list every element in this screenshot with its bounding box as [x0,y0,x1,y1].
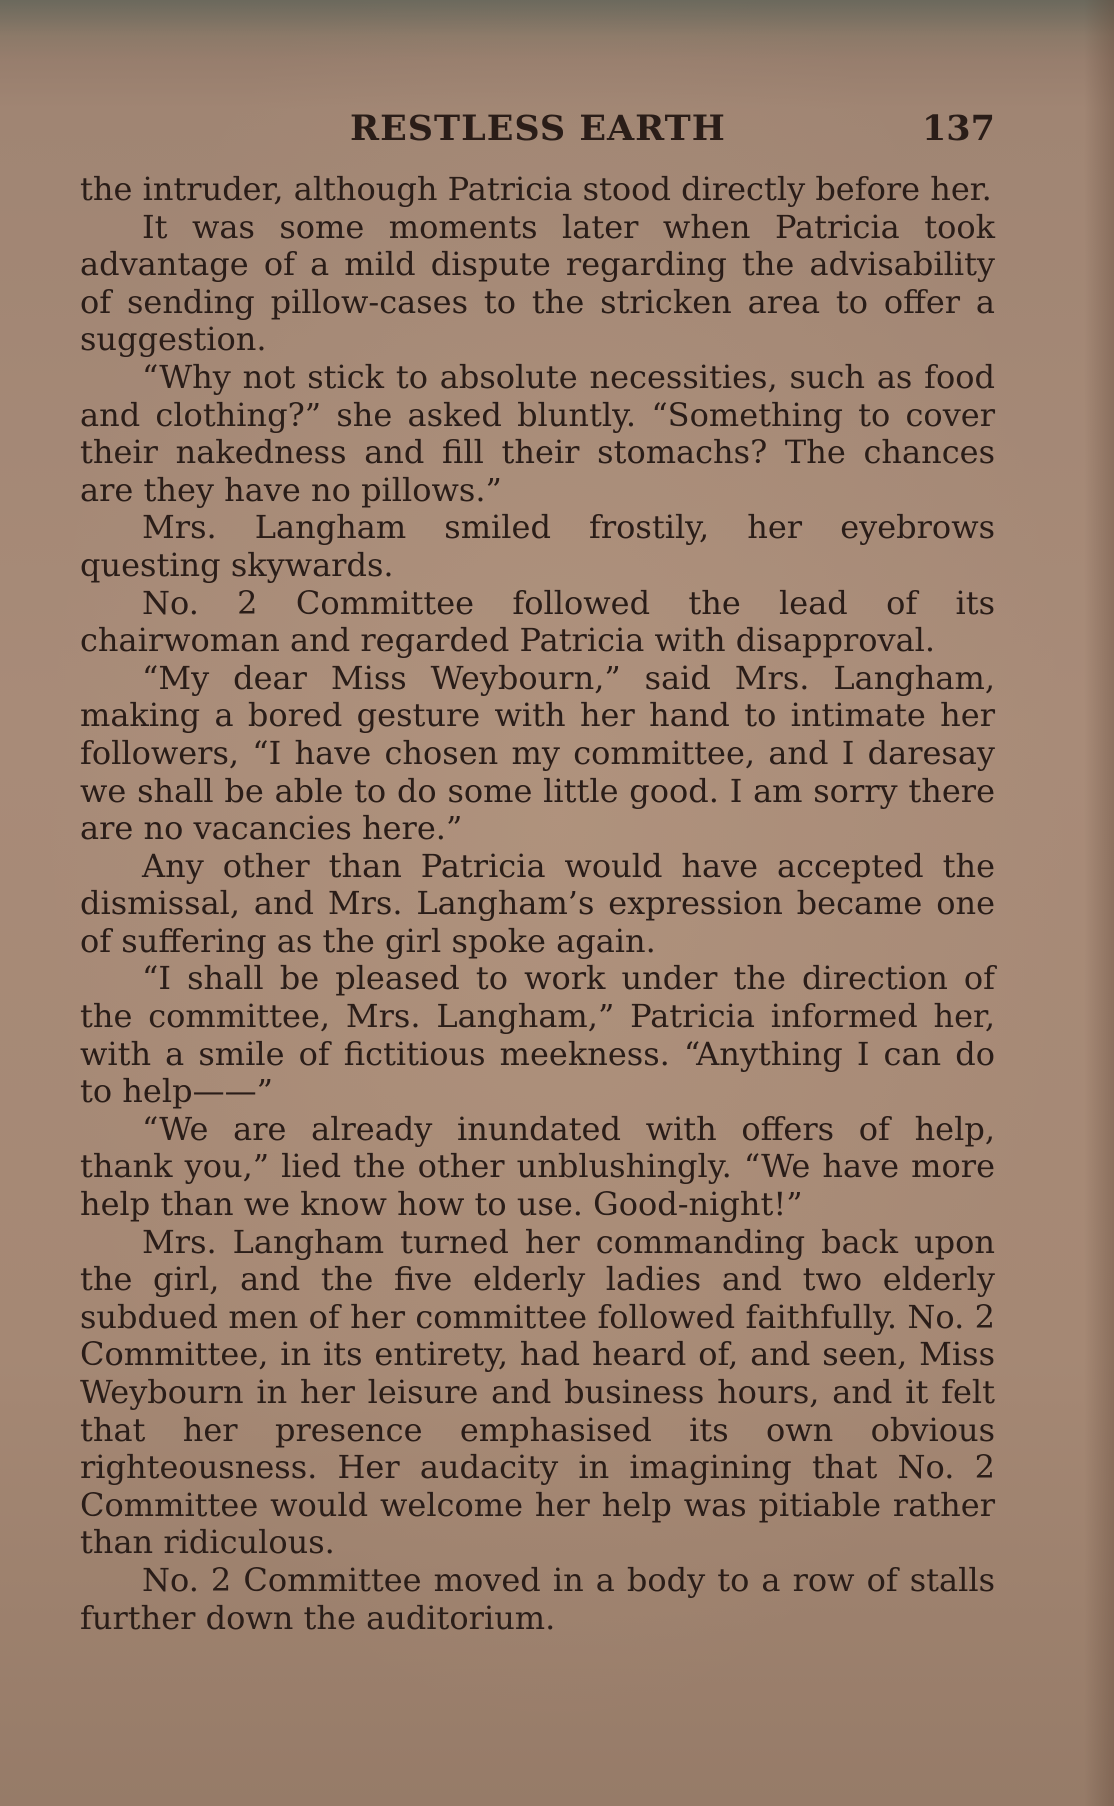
paragraph: No. 2 Committee followed the lead of its chairwoman and regarded Patricia with disapproval. [80,583,995,660]
body-text [80,171,995,1637]
running-head [80,108,995,158]
paragraph: No. 2 Committee moved in a body to a row of stalls further down the auditorium. [80,1560,995,1637]
paragraph: It was some moments later when Patricia took advantage of a mild dispute regarding the advisability of sending pillow-cases to the stricken area to offer a suggestion. [80,207,995,359]
paragraph-continued: the intruder, although Patricia stood directly before her. [80,170,992,208]
paragraph: “We are already inundated with offers of help, thank you,” lied the other unblushingly. “We have more help than we know how to use. Good-night!” [80,1109,995,1224]
paragraph: Mrs. Langham turned her commanding back upon the girl, and the five elderly ladies and two elderly subdued men of her committee followed faithfully. No. 2 Committee, in its entirety, had heard of, and seen, Miss Weybourn in her leisure and business hours, and it felt that her presence emphasised its own obvious righteousness. Her audacity in imagining that No. 2 Committee would welcome her help was pitiable rather than ridiculous. [80,1222,995,1562]
running-title: RESTLESS EARTH [350,108,726,149]
paragraph: Any other than Patricia would have accepted the dismissal, and Mrs. Langham’s expression became one of suffering as the girl spoke again. [80,846,995,960]
paragraph: “Why not stick to absolute necessities, such as food and clothing?” she asked bluntly. “Something to cover their nakedness and fill their stomachs? The chances are they have no pillows.” [80,357,995,509]
paragraph: Mrs. Langham smiled frostily, her eyebrows questing skywards. [80,508,995,584]
paragraph: “I shall be pleased to work under the direction of the committee, Mrs. Langham,” Patricia informed her, with a smile of fictitious meekness. “Anything I can do to help——” [80,959,995,1111]
page-number: 137 [921,108,995,149]
paragraph: “My dear Miss Weybourn,” said Mrs. Langham, making a bored gesture with her hand to intimate her followers, “I have chosen my committee, and I daresay we shall be able to do some little good. I am sorry there are no vacancies here.” [80,658,995,848]
